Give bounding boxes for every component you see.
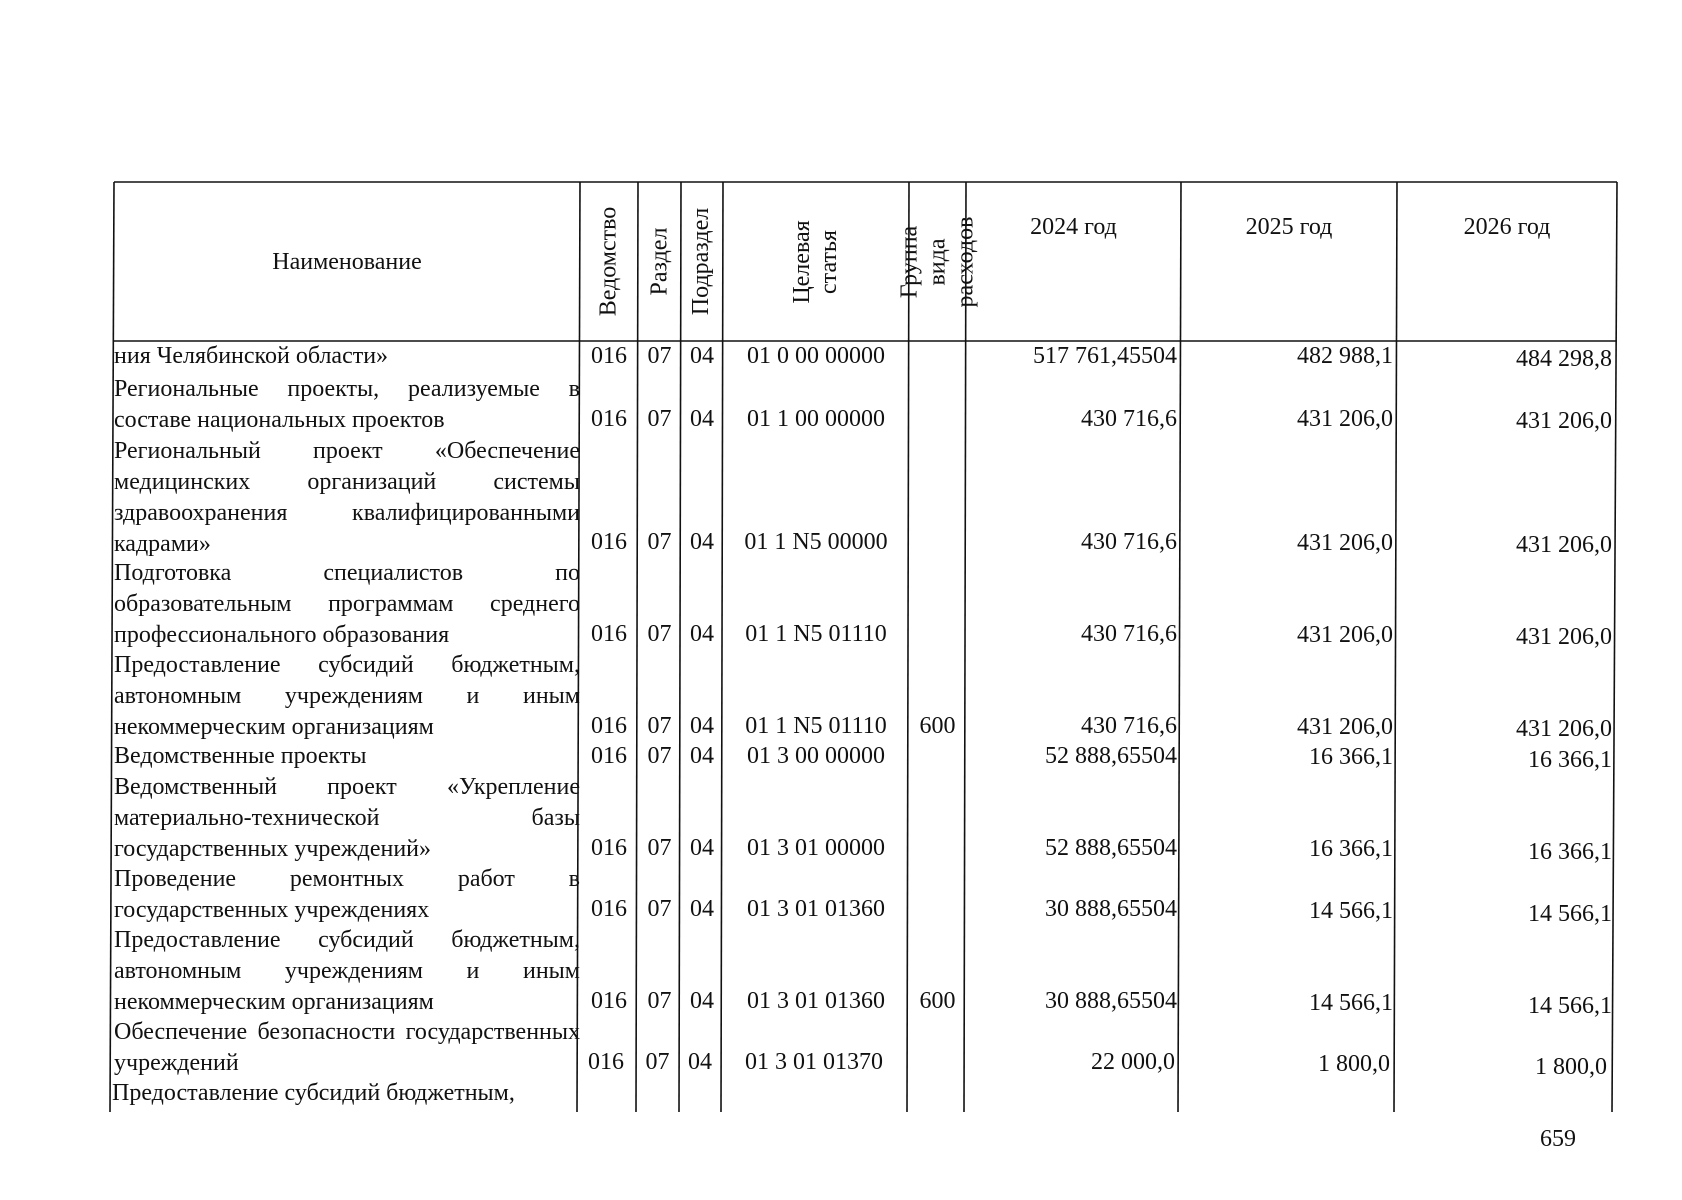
row-razdel: 07 xyxy=(647,713,672,739)
header-razdel-cell xyxy=(638,182,681,341)
row-2025: 1 800,0 xyxy=(1318,1051,1390,1077)
row-vedomstvo: 016 xyxy=(588,1049,624,1075)
row-vedomstvo: 016 xyxy=(591,343,627,369)
row-razdel: 07 xyxy=(647,896,672,922)
row-podrazdel: 04 xyxy=(690,713,714,739)
row-celevaya: 01 1 00 00000 xyxy=(747,406,885,432)
row-2026: 14 566,1 xyxy=(1528,993,1612,1019)
row-razdel: 07 xyxy=(647,835,672,861)
row-2025: 431 206,0 xyxy=(1297,622,1393,648)
row-2024: 430 716,6 xyxy=(1081,621,1177,647)
row-podrazdel: 04 xyxy=(690,743,714,769)
row-2026: 484 298,8 xyxy=(1516,346,1612,372)
row-podrazdel: 04 xyxy=(690,529,714,555)
row-2025: 482 988,1 xyxy=(1297,343,1393,369)
row-2025: 431 206,0 xyxy=(1297,530,1393,556)
row-podrazdel: 04 xyxy=(688,1049,712,1075)
row-name: Предоставление субсидий бюджетным, автономным учреждениям и иным некоммерческим организациям xyxy=(114,652,580,740)
row-celevaya: 01 3 01 00000 xyxy=(747,835,885,861)
header-celevaya-cell xyxy=(723,182,909,341)
row-vedomstvo: 016 xyxy=(591,621,627,647)
row-razdel: 07 xyxy=(647,343,672,369)
header-2024: 2024 год xyxy=(1030,214,1117,240)
row-2025: 431 206,0 xyxy=(1297,406,1393,432)
row-2024: 430 716,6 xyxy=(1081,529,1177,555)
header-gruppa: Группа вида расходов xyxy=(896,216,979,307)
header-podrazdel: Подраздел xyxy=(688,207,715,316)
row-2025: 14 566,1 xyxy=(1309,990,1393,1016)
row-razdel: 07 xyxy=(647,406,672,432)
row-razdel: 07 xyxy=(645,1049,670,1075)
row-name: Ведомственный проект «Укрепление материально-технической базы государственных учреждений» xyxy=(114,774,580,862)
row-2026: 16 366,1 xyxy=(1528,747,1612,773)
row-vedomstvo: 016 xyxy=(591,406,627,432)
row-2025: 16 366,1 xyxy=(1309,744,1393,770)
row-2026: 431 206,0 xyxy=(1516,624,1612,650)
row-2026: 14 566,1 xyxy=(1528,901,1612,927)
row-vedomstvo: 016 xyxy=(591,896,627,922)
row-vedomstvo: 016 xyxy=(591,529,627,555)
row-vedomstvo: 016 xyxy=(591,835,627,861)
row-name: Обеспечение безопасности государственных учреждений xyxy=(114,1019,580,1076)
row-2025: 431 206,0 xyxy=(1297,714,1393,740)
row-2026: 431 206,0 xyxy=(1516,716,1612,742)
row-2026: 431 206,0 xyxy=(1516,532,1612,558)
header-2026: 2026 год xyxy=(1463,214,1551,240)
row-celevaya: 01 1 N5 00000 xyxy=(744,529,888,555)
row-celevaya: 01 1 N5 01110 xyxy=(745,621,887,647)
row-name: Региональные проекты, реализуемые в составе национальных проектов xyxy=(114,376,580,433)
page-number: 659 xyxy=(1540,1126,1576,1152)
row-vedomstvo: 016 xyxy=(591,743,627,769)
row-podrazdel: 04 xyxy=(690,835,714,861)
row-2024: 430 716,6 xyxy=(1081,406,1177,432)
row-2024: 52 888,65504 xyxy=(1045,835,1177,861)
row-vedomstvo: 016 xyxy=(591,988,627,1014)
row-podrazdel: 04 xyxy=(690,406,714,432)
row-podrazdel: 04 xyxy=(690,988,714,1014)
row-name: Предоставление субсидий бюджетным, автономным учреждениям и иным некоммерческим организациям xyxy=(114,927,580,1015)
header-name: Наименование xyxy=(272,248,422,275)
row-name: Предоставление субсидий бюджетным, xyxy=(112,1080,515,1106)
header-gruppa-cell xyxy=(896,182,979,341)
row-name: Региональный проект «Обеспечение медицинских организаций системы здравоохранения квалифицированными кадрами» xyxy=(114,438,580,557)
row-podrazdel: 04 xyxy=(690,621,714,647)
row-razdel: 07 xyxy=(647,988,672,1014)
row-name: Ведомственные проекты xyxy=(114,743,367,769)
row-2024: 52 888,65504 xyxy=(1045,743,1177,769)
row-celevaya: 01 3 01 01360 xyxy=(747,896,885,922)
row-2025: 16 366,1 xyxy=(1309,836,1393,862)
row-razdel: 07 xyxy=(647,529,672,555)
row-2024: 22 000,0 xyxy=(1091,1049,1175,1075)
header-vedomstvo-cell xyxy=(580,182,638,341)
row-podrazdel: 04 xyxy=(690,343,714,369)
row-2024: 30 888,65504 xyxy=(1045,988,1177,1014)
row-2026: 16 366,1 xyxy=(1528,839,1612,865)
row-vedomstvo: 016 xyxy=(591,713,627,739)
header-podrazdel-cell xyxy=(681,182,723,341)
row-2026: 431 206,0 xyxy=(1516,408,1612,434)
row-celevaya: 01 0 00 00000 xyxy=(747,343,885,369)
row-2024: 517 761,45504 xyxy=(1033,343,1177,369)
row-podrazdel: 04 xyxy=(690,896,714,922)
row-razdel: 07 xyxy=(647,621,672,647)
header-vedomstvo: Ведомство xyxy=(595,206,622,317)
header-2025: 2025 год xyxy=(1245,214,1333,240)
row-razdel: 07 xyxy=(647,743,672,769)
row-celevaya: 01 3 01 01370 xyxy=(745,1049,883,1075)
header-celevaya: Целевая статья xyxy=(789,219,842,304)
row-2026: 1 800,0 xyxy=(1535,1054,1607,1080)
row-celevaya: 01 1 N5 01110 xyxy=(745,713,887,739)
row-name: Проведение ремонтных работ в государственных учреждениях xyxy=(114,866,580,923)
row-gruppa: 600 xyxy=(919,713,956,739)
row-2024: 430 716,6 xyxy=(1081,713,1177,739)
row-2025: 14 566,1 xyxy=(1309,898,1393,924)
row-2024: 30 888,65504 xyxy=(1045,896,1177,922)
row-celevaya: 01 3 01 01360 xyxy=(747,988,885,1014)
row-name: ния Челябинской области» xyxy=(114,343,389,369)
row-celevaya: 01 3 00 00000 xyxy=(747,743,885,769)
header-razdel: Раздел xyxy=(646,227,673,296)
row-gruppa: 600 xyxy=(919,988,956,1014)
row-name: Подготовка специалистов по образовательным программам среднего профессионального образования xyxy=(114,560,580,648)
